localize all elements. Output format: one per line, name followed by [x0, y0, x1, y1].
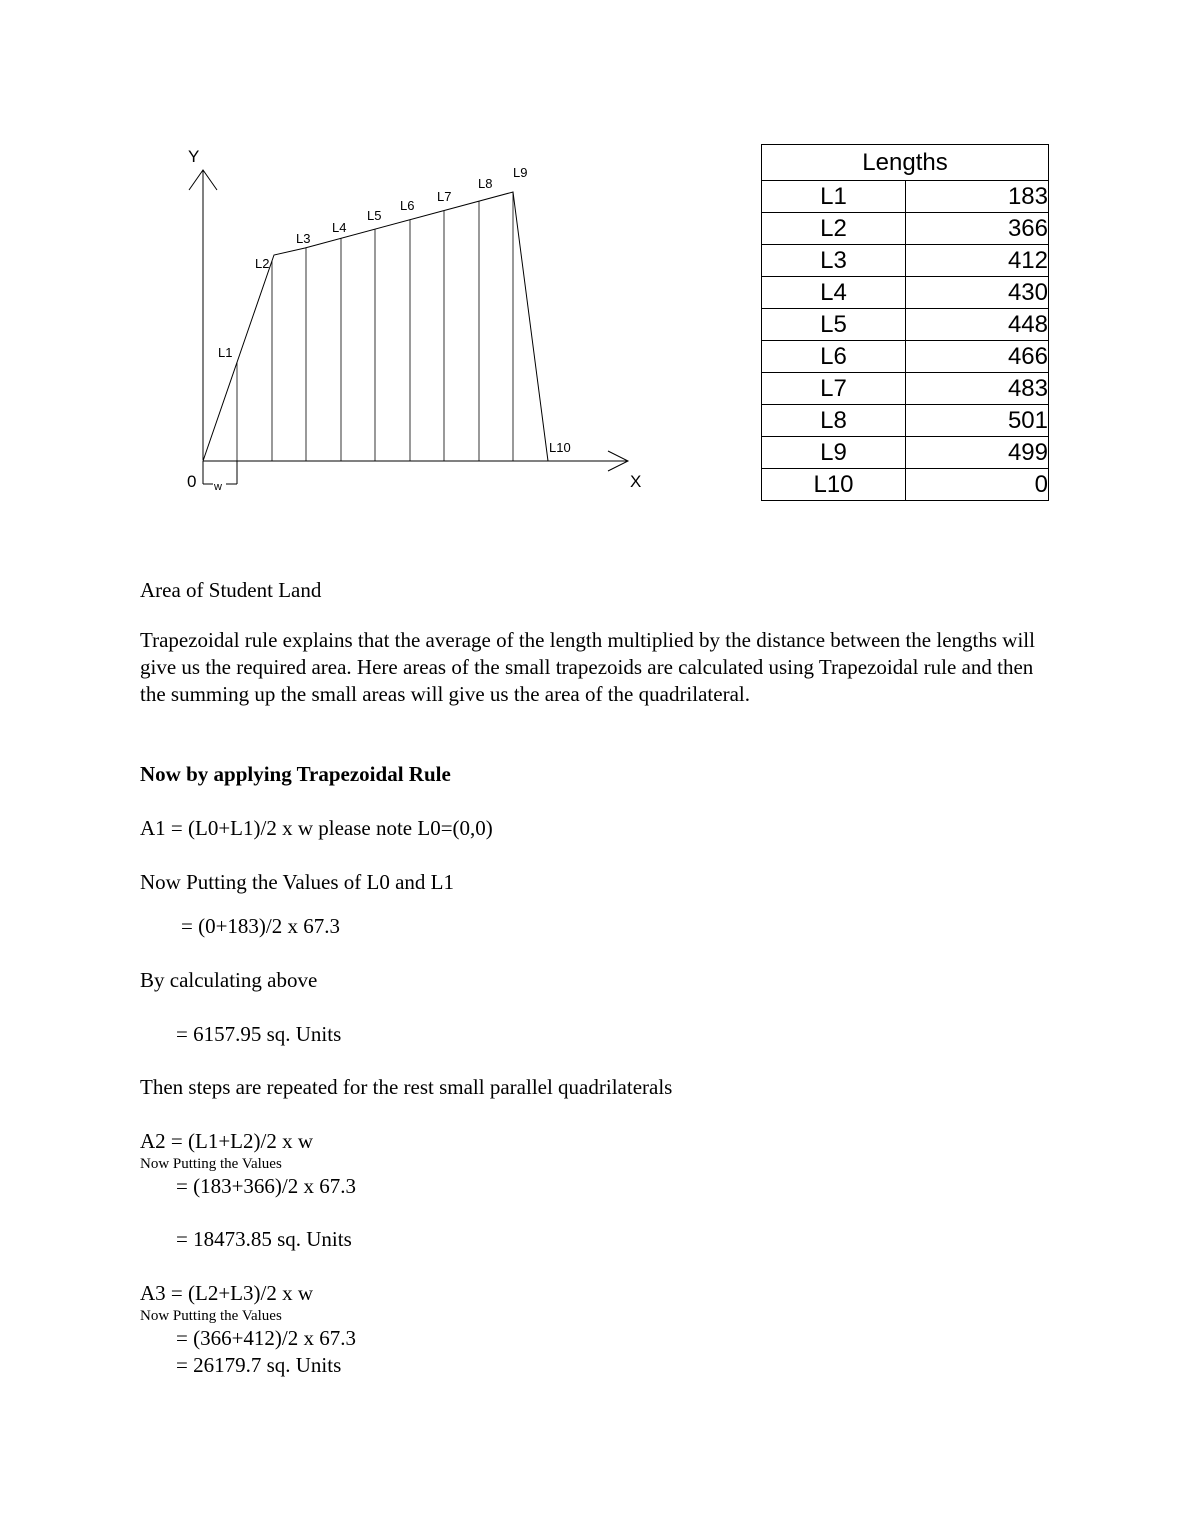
- a2-putting-values: Now Putting the Values: [140, 1156, 282, 1172]
- table-row: [762, 437, 1049, 469]
- row-name: L5: [762, 309, 906, 341]
- label-l2: L2: [255, 256, 270, 271]
- label-l8: L8: [478, 176, 493, 191]
- label-l10: L10: [549, 440, 571, 455]
- row-name: L3: [762, 245, 906, 277]
- a1-substitution: = (0+183)/2 x 67.3: [181, 914, 341, 938]
- section-heading: Area of Student Land: [140, 578, 322, 602]
- lengths-table: [761, 144, 1049, 501]
- row-name: L1: [762, 181, 906, 213]
- row-name: L4: [762, 277, 906, 309]
- row-value: 366: [906, 213, 1049, 245]
- label-l1: L1: [218, 345, 233, 360]
- a1-putting-values: Now Putting the Values of L0 and L1: [140, 870, 454, 894]
- diagram-lines: [189, 170, 628, 484]
- row-name: L10: [762, 469, 906, 501]
- length-lines: [237, 192, 513, 461]
- row-value: 501: [906, 405, 1049, 437]
- row-value: 183: [906, 181, 1049, 213]
- label-l9: L9: [513, 165, 528, 180]
- row-value: 430: [906, 277, 1049, 309]
- table-title: Lengths: [762, 145, 1049, 181]
- row-value: 483: [906, 373, 1049, 405]
- a2-result: = 18473.85 sq. Units: [176, 1227, 352, 1251]
- land-diagram: [180, 140, 660, 510]
- table-row: [762, 277, 1049, 309]
- a3-putting-values: Now Putting the Values: [140, 1308, 282, 1324]
- label-l4: L4: [332, 220, 347, 235]
- label-l5: L5: [367, 208, 382, 223]
- subheading: Now by applying Trapezoidal Rule: [140, 762, 451, 786]
- table-row: [762, 245, 1049, 277]
- x-axis-label: X: [630, 472, 642, 491]
- row-value: 466: [906, 341, 1049, 373]
- repeat-note: Then steps are repeated for the rest small parallel quadrilaterals: [140, 1075, 673, 1099]
- label-l3: L3: [296, 231, 311, 246]
- origin-label: 0: [187, 472, 197, 491]
- row-name: L7: [762, 373, 906, 405]
- table-row: [762, 405, 1049, 437]
- row-value: 448: [906, 309, 1049, 341]
- a1-result: = 6157.95 sq. Units: [176, 1022, 342, 1046]
- row-name: L9: [762, 437, 906, 469]
- a2-formula: A2 = (L1+L2)/2 x w: [140, 1129, 313, 1153]
- a1-calculating: By calculating above: [140, 968, 318, 992]
- a1-formula: A1 = (L0+L1)/2 x w please note L0=(0,0): [140, 816, 493, 840]
- row-name: L6: [762, 341, 906, 373]
- table-row: [762, 309, 1049, 341]
- row-value: 412: [906, 245, 1049, 277]
- row-value: 499: [906, 437, 1049, 469]
- label-l7: L7: [437, 189, 452, 204]
- intro-paragraph: Trapezoidal rule explains that the average of the length multiplied by the distance between the lengths will give us the required area. Here areas of the small trapezoids are calculated using Trapezoidal rule and then the summing up the small areas will give us the area of the quadrilateral.: [140, 628, 1035, 706]
- a2-substitution: = (183+366)/2 x 67.3: [176, 1174, 357, 1198]
- y-axis-label: Y: [188, 147, 200, 166]
- row-name: L2: [762, 213, 906, 245]
- row-value: 0: [906, 469, 1049, 501]
- table-header-row: [762, 145, 1049, 181]
- a3-formula: A3 = (L2+L3)/2 x w: [140, 1281, 313, 1305]
- table-row: [762, 341, 1049, 373]
- table-row: [762, 213, 1049, 245]
- label-l6: L6: [400, 198, 415, 213]
- table-row: [762, 373, 1049, 405]
- land-boundary: [203, 192, 548, 461]
- row-name: L8: [762, 405, 906, 437]
- a3-result: = 26179.7 sq. Units: [176, 1353, 342, 1377]
- table-row: [762, 181, 1049, 213]
- a3-substitution: = (366+412)/2 x 67.3: [176, 1326, 357, 1350]
- width-label: w: [214, 481, 222, 493]
- table-row: [762, 469, 1049, 501]
